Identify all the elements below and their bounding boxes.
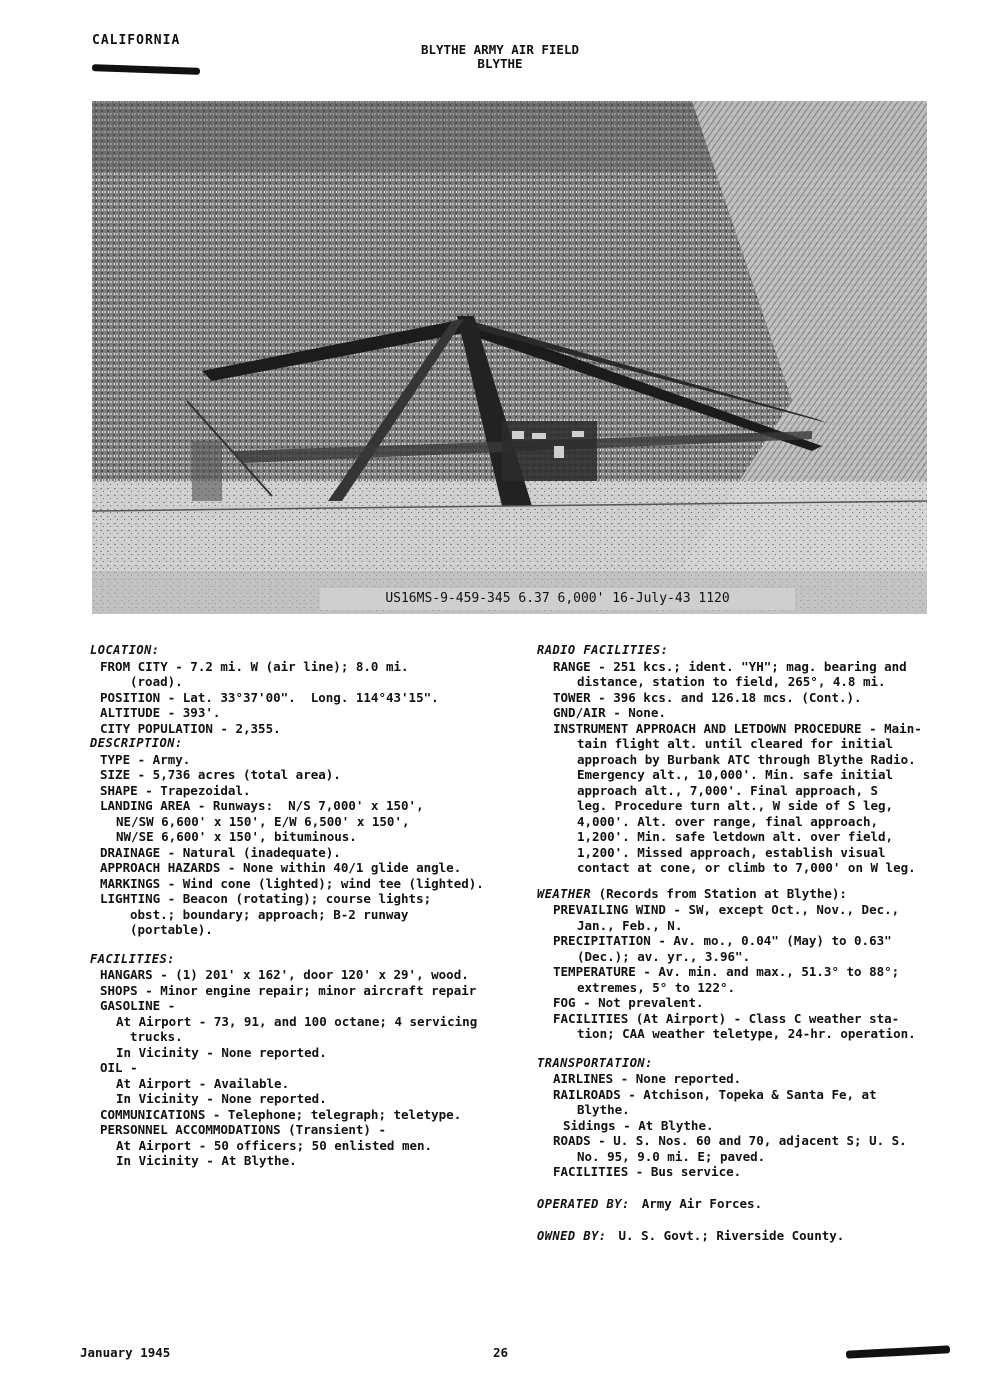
- weather-line: TEMPERATURE - Av. min. and max., 51.3° to 88°;: [553, 964, 900, 979]
- weather-line: FOG - Not prevalent.: [553, 995, 704, 1010]
- radio-line: RANGE - 251 kcs.; ident. "YH"; mag. bearing and: [553, 658, 907, 674]
- redaction-mark: [846, 1345, 950, 1358]
- facilities-line: In Vicinity - At Blythe.: [116, 1153, 297, 1168]
- weather-line: FACILITIES (At Airport) - Class C weather sta-: [553, 1010, 900, 1026]
- facilities-line: At Airport - Available.: [116, 1075, 290, 1091]
- description-line: TYPE - Army.: [100, 751, 191, 767]
- facilities-line: PERSONNEL ACCOMMODATIONS (Transient) -: [100, 1122, 386, 1137]
- title-line-1: BLYTHE ARMY AIR FIELD: [420, 42, 580, 57]
- location-heading: LOCATION:: [90, 643, 160, 657]
- location-line: FROM CITY - 7.2 mi. W (air line); 8.0 mi.: [100, 658, 409, 674]
- operated-by-value: Army Air Forces.: [641, 1195, 763, 1211]
- location-line: (road).: [130, 674, 183, 689]
- description-line: MARKINGS - Wind cone (lighted); wind tee (lighted).: [100, 875, 484, 891]
- description-line: obst.; boundary; approach; B-2 runway: [130, 906, 409, 922]
- facilities-line: COMMUNICATIONS - Telephone; telegraph; teletype.: [100, 1106, 462, 1122]
- transportation-line: No. 95, 9.0 mi. E; paved.: [577, 1148, 766, 1164]
- state-label: CALIFORNIA: [92, 33, 181, 48]
- right-column: [537, 643, 957, 1245]
- weather-line: tion; CAA weather teletype, 24-hr. operation.: [577, 1026, 916, 1041]
- owned-by-label: OWNED BY:: [537, 1229, 607, 1243]
- radio-line: approach alt., 7,000'. Final approach, S: [577, 782, 879, 798]
- radio-line: 1,200'. Missed approach, establish visual: [577, 844, 886, 860]
- description-line: LANDING AREA - Runways: N/S 7,000' x 150',: [100, 798, 424, 813]
- transportation-line: RAILROADS - Atchison, Topeka & Santa Fe, at: [553, 1086, 877, 1102]
- facilities-line: trucks.: [130, 1029, 183, 1044]
- transportation-heading: TRANSPORTATION:: [537, 1055, 653, 1070]
- description-line: NE/SW 6,600' x 150', E/W 6,500' x 150',: [116, 813, 410, 829]
- radio-heading: RADIO FACILITIES:: [537, 643, 669, 657]
- facilities-line: At Airport - 50 officers; 50 enlisted men.: [116, 1137, 433, 1153]
- weather-heading: WEATHER: [537, 886, 592, 901]
- location-line: CITY POPULATION - 2,355.: [100, 720, 281, 736]
- footer-date: January 1945: [80, 1345, 171, 1360]
- owned-by-value: U. S. Govt.; Riverside County.: [618, 1228, 845, 1243]
- facilities-line: SHOPS - Minor engine repair; minor aircraft repair: [100, 982, 477, 998]
- photo-caption: US16MS-9-459-345 6.37 6,000' 16-July-43 1120: [320, 588, 795, 610]
- weather-heading-row: [537, 886, 957, 903]
- weather-line: Jan., Feb., N.: [577, 917, 683, 933]
- airfield-image: [92, 101, 927, 614]
- owned-by: [537, 1228, 957, 1245]
- location-section: [90, 643, 510, 736]
- transportation-section: [537, 1056, 957, 1180]
- facilities-line: In Vicinity - None reported.: [116, 1044, 327, 1060]
- radio-line: leg. Procedure turn alt., W side of S leg,: [577, 798, 894, 813]
- description-section: [90, 736, 510, 938]
- facilities-section: [90, 952, 510, 1169]
- location-line: POSITION - Lat. 33°37'00". Long. 114°43'15".: [100, 689, 439, 705]
- transportation-line: Blythe.: [577, 1102, 630, 1117]
- description-heading: DESCRIPTION:: [90, 736, 183, 750]
- description-line: NW/SE 6,600' x 150', bituminous.: [116, 829, 357, 844]
- page-title: [0, 43, 1000, 71]
- facilities-heading: FACILITIES:: [90, 951, 175, 966]
- radio-line: distance, station to field, 265°, 4.8 mi.: [577, 674, 886, 689]
- page-number: 26: [493, 1345, 509, 1360]
- radio-line: INSTRUMENT APPROACH AND LETDOWN PROCEDURE - Main-: [553, 720, 922, 736]
- weather-line: PREVAILING WIND - SW, except Oct., Nov., Dec.,: [553, 902, 900, 917]
- radio-line: TOWER - 396 kcs. and 126.18 mcs. (Cont.).: [553, 689, 862, 705]
- weather-line: extremes, 5° to 122°.: [577, 979, 736, 995]
- description-line: (portable).: [130, 922, 213, 937]
- transportation-line: Sidings - At Blythe.: [563, 1117, 714, 1133]
- description-line: SIZE - 5,736 acres (total area).: [100, 767, 341, 782]
- aerial-photo: [92, 101, 927, 614]
- description-line: SHAPE - Trapezoidal.: [100, 782, 251, 798]
- transportation-line: ROADS - U. S. Nos. 60 and 70, adjacent S; U. S.: [553, 1133, 907, 1148]
- radio-line: 4,000'. Alt. over range, final approach,: [577, 813, 879, 829]
- radio-line: GND/AIR - None.: [553, 705, 666, 720]
- weather-section: [537, 886, 957, 1042]
- facilities-line: GASOLINE -: [100, 998, 176, 1013]
- title-line-2: BLYTHE: [477, 56, 523, 71]
- radio-line: tain flight alt. until cleared for initial: [577, 736, 894, 751]
- transportation-line: AIRLINES - None reported.: [553, 1071, 742, 1086]
- radio-line: 1,200'. Min. safe letdown alt. over field,: [577, 829, 894, 844]
- left-column: [90, 643, 510, 1169]
- radio-line: contact at cone, or climb to 7,000' on W leg.: [577, 860, 916, 875]
- weather-line: PRECIPITATION - Av. mo., 0.04" (May) to 0.63": [553, 933, 892, 948]
- operated-by-label: OPERATED BY:: [537, 1196, 630, 1211]
- transportation-line: FACILITIES - Bus service.: [553, 1164, 742, 1179]
- radio-line: Emergency alt., 10,000'. Min. safe initial: [577, 767, 894, 782]
- weather-line: (Dec.); av. yr., 3.96".: [577, 948, 751, 964]
- operated-by: [537, 1196, 957, 1213]
- facilities-line: In Vicinity - None reported.: [116, 1091, 327, 1106]
- description-line: DRAINAGE - Natural (inadequate).: [100, 844, 341, 860]
- location-line: ALTITUDE - 393'.: [100, 705, 221, 720]
- weather-heading-note: (Records from Station at Blythe):: [591, 885, 847, 901]
- description-line: LIGHTING - Beacon (rotating); course lights;: [100, 891, 432, 906]
- facilities-line: OIL -: [100, 1060, 138, 1075]
- radio-line: approach by Burbank ATC through Blythe Radio.: [577, 751, 916, 767]
- radio-section: [537, 643, 957, 876]
- description-line: APPROACH HAZARDS - None within 40/1 glide angle.: [100, 860, 462, 875]
- facilities-line: At Airport - 73, 91, and 100 octane; 4 servicing: [116, 1013, 478, 1029]
- facilities-line: HANGARS - (1) 201' x 162', door 120' x 29', wood.: [100, 967, 469, 982]
